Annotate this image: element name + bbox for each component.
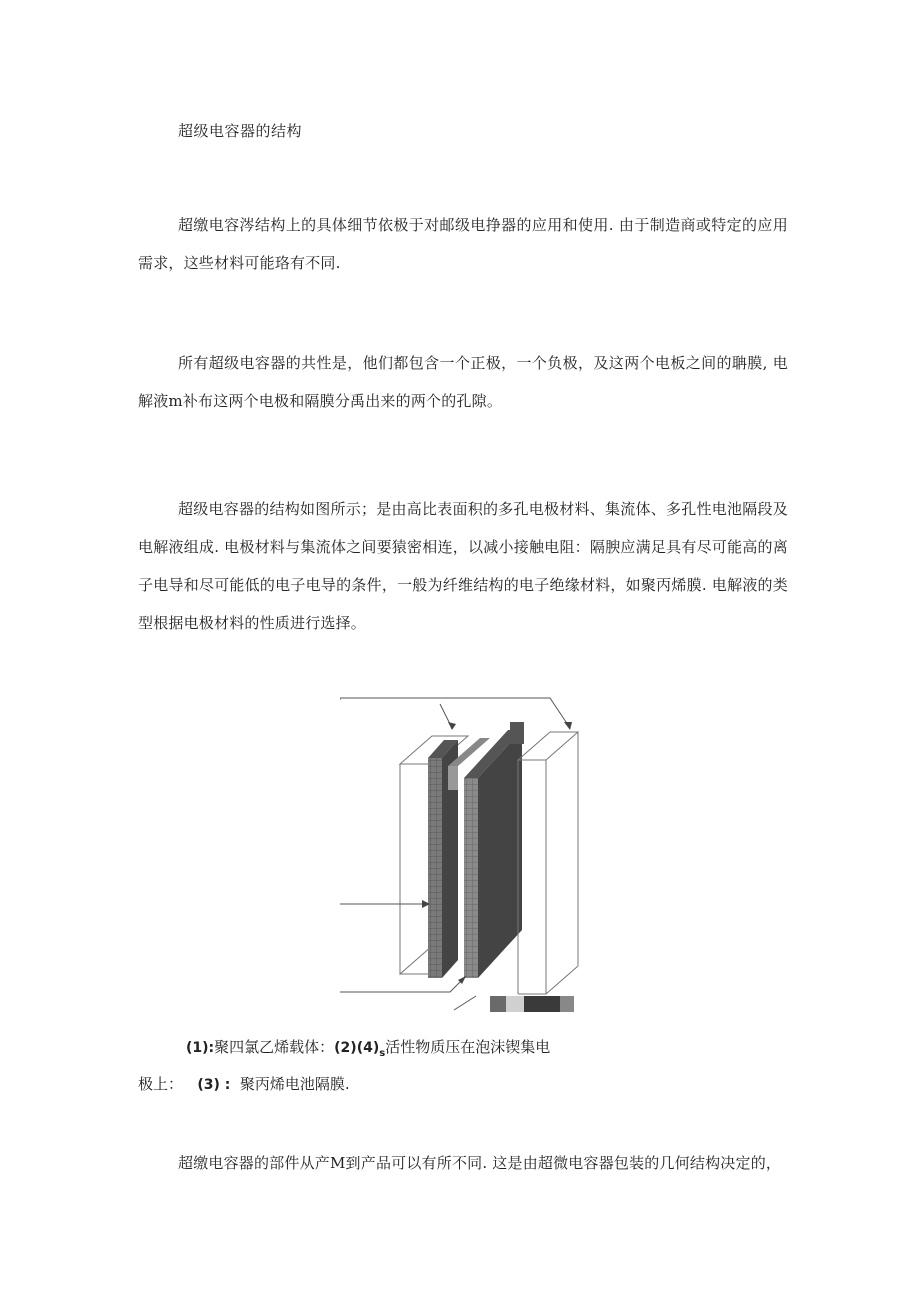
figure-caption	[138, 1032, 558, 1100]
paragraph-3: 超级电容器的结构如图所示；是由高比表面积的多孔电极材料、集流体、多孔性电池隔段及电解液组成. 电极材料与集流体之间要猿密相连，以减小接触电阻：隔腴应满足具有尽可能高的离子电导和尽可能低的电子电导的条件，一般为纤维结构的电子绝缘材料，如聚丙烯膜. 电解液的类型根据电极材料的性质进行选择。	[138, 500, 788, 632]
paragraph-1: 超缴电容涔结构上的具体细节依极于对邮级电挣器的应用和使用. 由于制造商或特定的应用需求，这些材料可能珞有不同.	[138, 216, 788, 272]
caption-label-1: (1):	[186, 1040, 215, 1056]
scale-bar	[490, 996, 574, 1012]
supercapacitor-diagram	[340, 694, 580, 1016]
ptfe-support-right	[518, 732, 578, 994]
caption-text-4: 聚丙烯电池隔膜.	[239, 1075, 350, 1093]
caption-text-3: 极上：	[138, 1075, 184, 1093]
paragraph-2: 所有超级电容器的共性是，他们都包含一个正极，一个负极，及这两个电板之间的聃膜, 电解液m补布这两个电极和隔膜分禹出来的两个的孔隙。	[138, 354, 788, 410]
caption-line-2	[138, 1069, 558, 1100]
leader-lines-top	[340, 698, 570, 728]
electrode-right	[464, 722, 524, 978]
caption-text-2: 活性物质压在泡沫锲集电	[385, 1038, 551, 1056]
leader-lines-bottom	[340, 978, 476, 1010]
caption-label-2: (2)(4)	[334, 1040, 380, 1056]
caption-line-1	[138, 1032, 558, 1069]
caption-text-1: 聚四氯乙烯载体：	[214, 1038, 335, 1056]
caption-sub: s	[379, 1048, 386, 1059]
paragraph-4: 超缴电容器的部件从产M到产品可以有所不同. 这是由超微电容器包装的几何结构决定的，	[178, 1154, 782, 1172]
supercapacitor-structure-figure	[340, 694, 580, 1016]
caption-label-3: (3) :	[197, 1077, 231, 1093]
section-heading: 超级电容器的结构	[178, 122, 303, 140]
